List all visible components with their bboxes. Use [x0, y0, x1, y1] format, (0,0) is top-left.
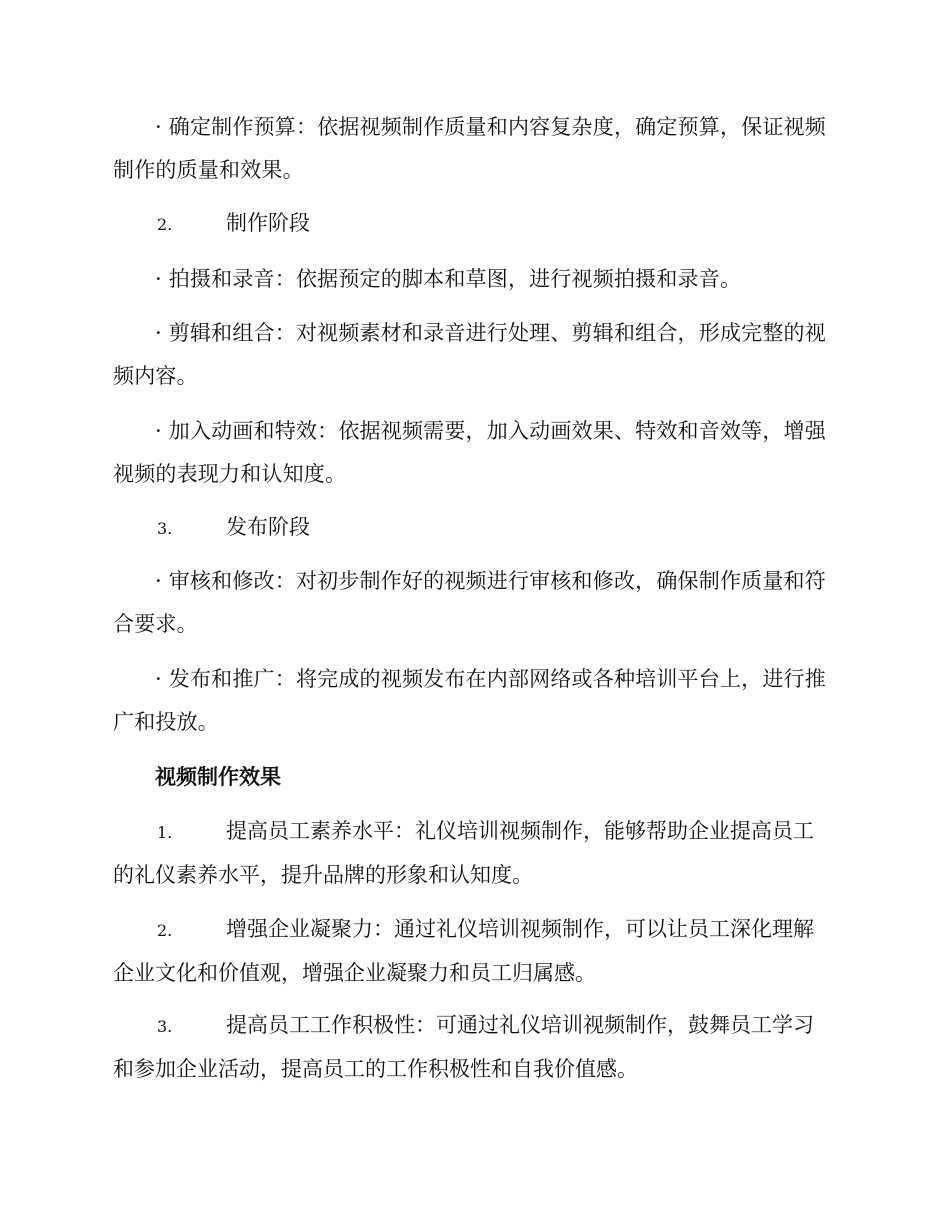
bullet-animation-effects: · 加入动画和特效：依据视频需要，加入动画效果、特效和音效等，增强视频的表现力和认知度。 [113, 419, 826, 486]
step-production-stage [113, 202, 828, 246]
effect-text: 增强企业凝聚力：通过礼仪培训视频制作，可以让员工深化理解企业文化和价值观，增强企业凝聚力和员工归属感。 [113, 917, 814, 985]
section-heading: 视频制作效果 [155, 764, 281, 789]
bullet-publish-promote: · 发布和推广：将完成的视频发布在内部网络或各种培训平台上，进行推广和投放。 [113, 667, 826, 734]
effect-item-3 [113, 1004, 828, 1091]
step-number: 3. [157, 519, 173, 538]
step-number: 2. [157, 215, 173, 234]
effect-item-1 [113, 810, 828, 897]
bullet-review-modify: · 审核和修改：对初步制作好的视频进行审核和修改，确保制作质量和符合要求。 [113, 569, 826, 636]
bullet-shooting-recording: · 拍摄和录音：依据预定的脚本和草图，进行视频拍摄和录音。 [155, 267, 742, 291]
effect-number: 2. [157, 921, 173, 940]
effect-number: 1. [157, 823, 173, 842]
bullet-editing-combining: · 剪辑和组合：对视频素材和录音进行处理、剪辑和组合，形成完整的视频内容。 [113, 321, 826, 388]
effect-number: 3. [157, 1017, 173, 1036]
bullet-determine-budget: · 确定制作预算：依据视频制作质量和内容复杂度，确定预算，保证视频制作的质量和效果。 [113, 115, 826, 182]
step-title: 制作阶段 [226, 211, 310, 235]
effect-text: 提高员工素养水平：礼仪培训视频制作，能够帮助企业提高员工的礼仪素养水平，提升品牌的形象和认知度。 [113, 819, 814, 887]
effect-item-2 [113, 908, 828, 995]
step-title: 发布阶段 [226, 515, 310, 539]
effect-text: 提高员工工作积极性：可通过礼仪培训视频制作，鼓舞员工学习和参加企业活动，提高员工的工作积极性和自我价值感。 [113, 1013, 814, 1081]
step-release-stage [113, 506, 828, 550]
